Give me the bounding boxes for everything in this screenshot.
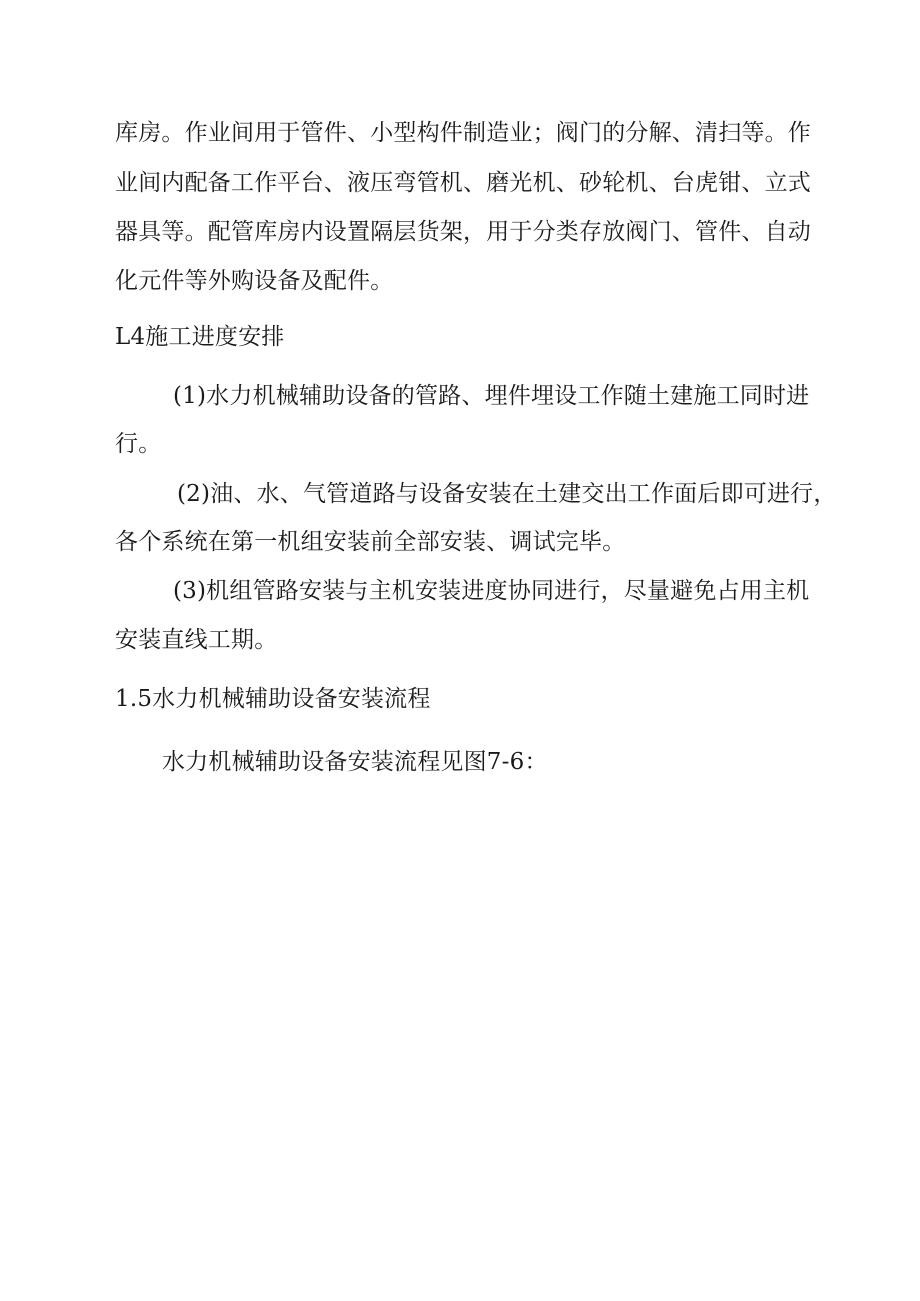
paragraph-line: 业间内配备工作平台、液压弯管机、磨光机、砂轮机、台虎钳、立式 [115, 170, 811, 196]
list-item-1-line: 行。 [115, 431, 162, 457]
section-heading-l4: L4施工进度安排 [115, 324, 285, 350]
list-item-2-line: (2)油、水、气管道路与设备安装在土建交出工作面后即可进行， [177, 481, 837, 507]
list-item-3-line: (3)机组管路安装与主机安装进度协同进行，尽量避免占用主机 [173, 578, 810, 604]
list-item-2-line: 各个系统在第一机组安装前全部安装、调试完毕。 [115, 529, 626, 555]
paragraph-line: 化元件等外购设备及配件。 [115, 268, 394, 294]
figure-reference-text: 水力机械辅助设备安装流程见图7-6： [162, 749, 548, 775]
section-heading-1-5: 1.5水力机械辅助设备安装流程 [115, 686, 431, 712]
list-item-3-line: 安装直线工期。 [115, 627, 278, 653]
paragraph-line: 器具等。配管库房内设置隔层货架，用于分类存放阀门、管件、自动 [115, 219, 811, 245]
list-item-1-line: (1)水力机械辅助设备的管路、埋件埋设工作随土建施工同时进 [173, 383, 810, 409]
paragraph-line: 库房。作业间用于管件、小型构件制造业；阀门的分解、清扫等。作 [115, 120, 811, 146]
